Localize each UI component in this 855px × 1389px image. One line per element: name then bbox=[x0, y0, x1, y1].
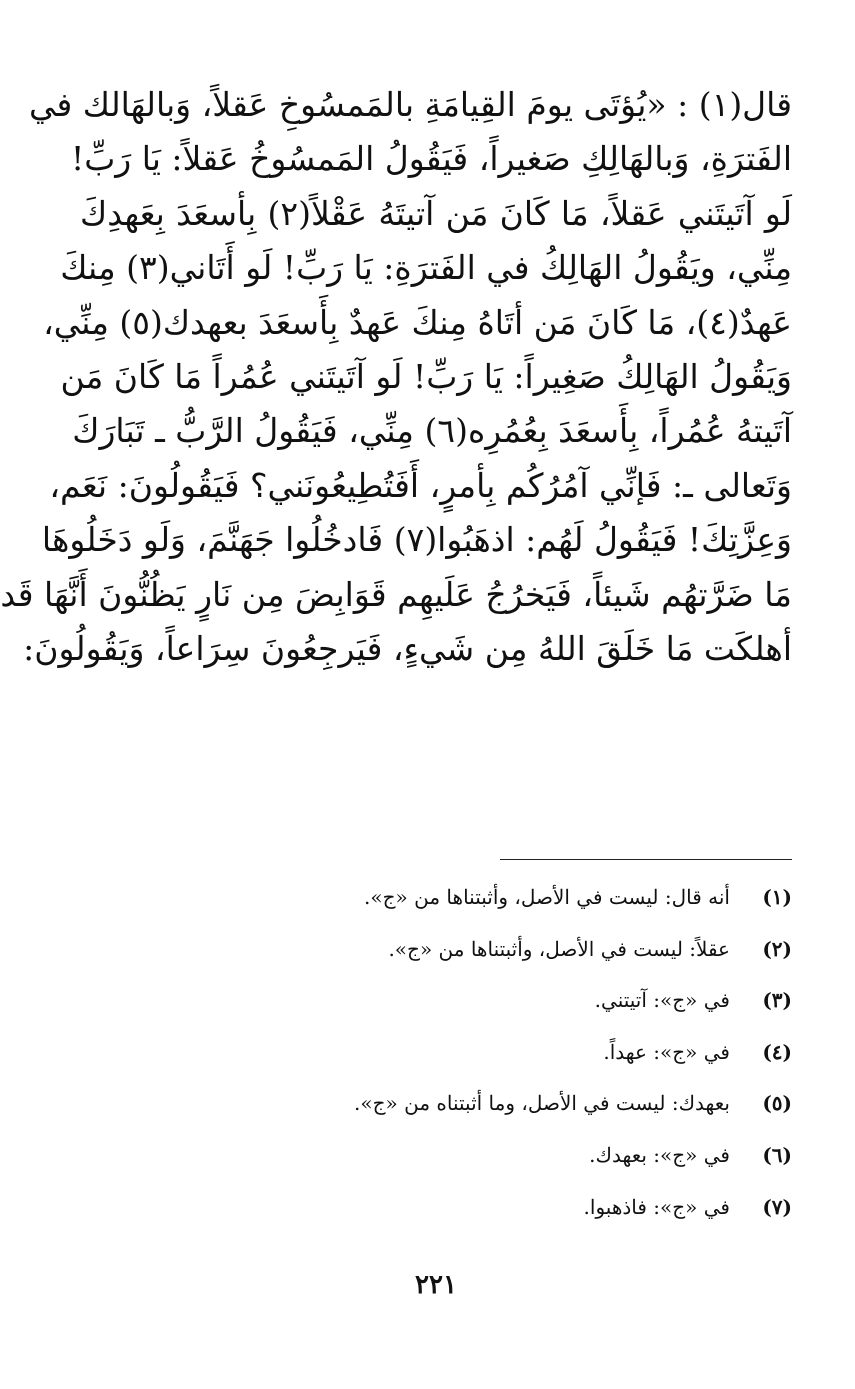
footnote-number: (٧) bbox=[762, 1194, 792, 1219]
document-page bbox=[0, 78, 792, 1318]
footnote-item bbox=[80, 1140, 792, 1192]
footnote-item bbox=[80, 934, 792, 986]
footnote-item bbox=[80, 1037, 792, 1089]
footnote-number: (١) bbox=[762, 885, 792, 909]
text-line: وَيَقُولُ الهَالِكُ صَغِيراً: يَا رَبِّ! لَو آتَيتَني عُمُراً مَا كَانَ مَن bbox=[60, 356, 792, 396]
text-line: عَهدٌ(٤)، مَا كَانَ مَن أتَاهُ مِنكَ عَهدٌ بِأَسعَدَ بعهدك(٥) مِنِّي، bbox=[43, 302, 792, 342]
footnote-number: (٦) bbox=[762, 1142, 792, 1167]
footnotes-list bbox=[80, 882, 792, 1243]
text-line: وَعِزَّتِكَ! فَيَقُولُ لَهُم: اذهَبُوا(٧) فَادخُلُوا جَهَنَّمَ، وَلَو دَخَلُوهَا bbox=[41, 520, 792, 560]
footnote-number: (٢) bbox=[762, 936, 792, 961]
footnote-item bbox=[80, 985, 792, 1037]
text-line: مَا ضَرَّتهُم شَيئاً، فَيَخرُجُ عَلَيهِم قَوَابِضَ مِن نَارٍ يَظُنُّونَ أَنَّهَا قَد bbox=[0, 574, 792, 614]
footnote-number: (٥) bbox=[762, 1091, 792, 1116]
page-number: ٢٢١ bbox=[415, 1270, 457, 1300]
footnote-text: في «ج»: عهداً. bbox=[603, 1039, 730, 1064]
main-text-block bbox=[0, 78, 792, 676]
footnote-number: (٣) bbox=[762, 988, 792, 1013]
footnote-text: في «ج»: آتيتني. bbox=[594, 988, 730, 1013]
text-line: أهلكَت مَا خَلَقَ اللهُ مِن شَيءٍ، فَيَرجِعُونَ سِرَاعاً، وَيَقُولُونَ: bbox=[23, 628, 792, 668]
footnote-separator bbox=[500, 859, 792, 860]
footnote-number: (٤) bbox=[762, 1039, 792, 1064]
footnote-item bbox=[80, 882, 792, 934]
footnote-text: بعهدك: ليست في الأصل، وما أثبتناه من «ج». bbox=[354, 1091, 730, 1116]
footnote-item bbox=[80, 1192, 792, 1244]
text-line: الفَترَةِ، وَبالهَالِكِ صَغيراً، فَيَقُولُ المَمسُوخُ عَقلاً: يَا رَبِّ! bbox=[70, 139, 792, 179]
footnote-text: عقلاً: ليست في الأصل، وأثبتناها من «ج». bbox=[388, 936, 730, 961]
footnote-text: أنه قال: ليست في الأصل، وأثبتناها من «ج». bbox=[364, 885, 730, 909]
text-line: قال(١) : «يُؤتَى يومَ القِيامَةِ بالمَمسُوخِ عَقلاً، وَبالهَالك في bbox=[28, 85, 792, 124]
footnote-text: في «ج»: بعهدك. bbox=[589, 1142, 730, 1167]
text-line: آتَيتهُ عُمُراً، بِأَسعَدَ بِعُمُرِه(٦) مِنِّي، فَيَقُولُ الرَّبُّ ـ تَبَارَكَ bbox=[72, 411, 792, 451]
text-line: لَو آتَيتَني عَقلاً، مَا كَانَ مَن آتيتَهُ عَقْلاً(٢) بِأسعَدَ بِعَهدِكَ bbox=[80, 193, 792, 233]
text-line: وَتَعالى ـ: فَإنِّي آمُرُكُم بِأمرٍ، أَفَتُطِيعُونَني؟ فَيَقُولُونَ: نَعَم، bbox=[49, 465, 792, 505]
text-line: مِنِّي، ويَقُولُ الهَالِكُ في الفَترَةِ: يَا رَبِّ! لَو أَتَاني(٣) مِنكَ bbox=[60, 248, 792, 288]
footnote-item bbox=[80, 1088, 792, 1140]
footnote-text: في «ج»: فاذهبوا. bbox=[583, 1194, 730, 1219]
